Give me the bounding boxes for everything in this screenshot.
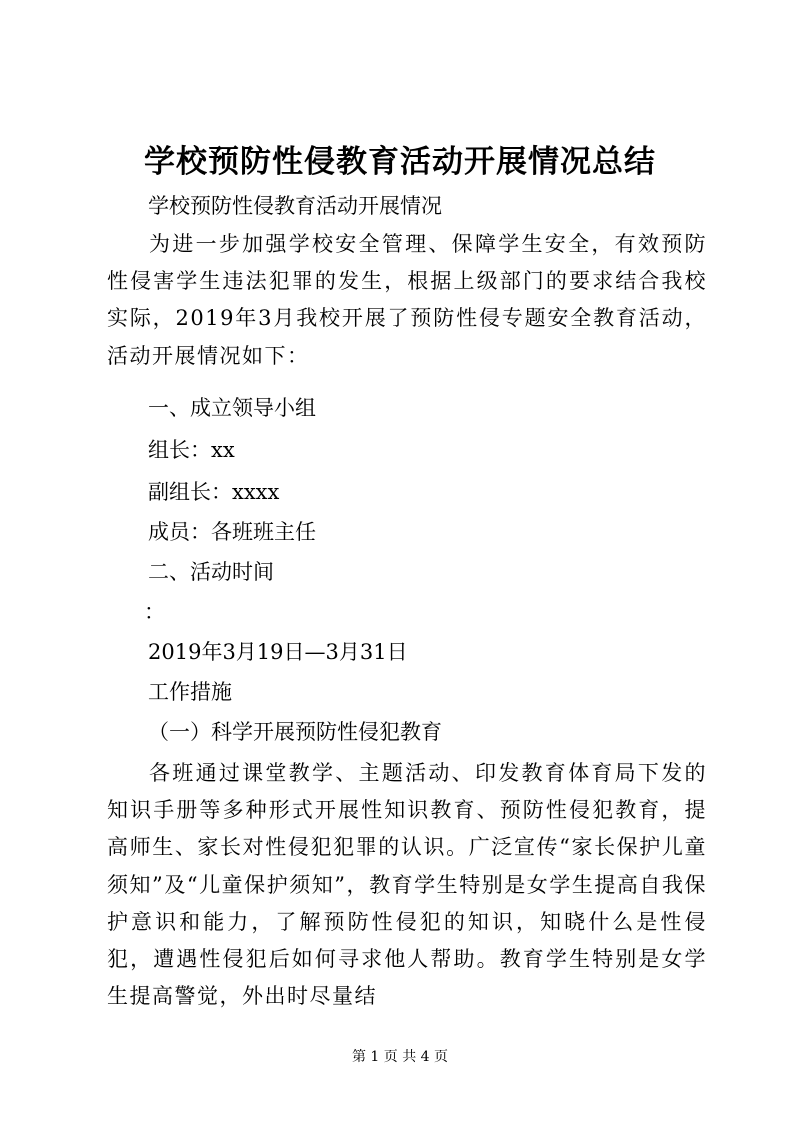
- intro-paragraph: 为进一步加强学校安全管理、保障学生安全，有效预防性侵害学生违法犯罪的发生，根据上级部门的要求结合我校实际，2019年3月我校开展了预防性侵专题安全教育活动，活动开展情况如下：: [107, 232, 707, 368]
- subtitle: 学校预防性侵教育活动开展情况: [148, 194, 442, 218]
- section2-heading: 二、活动时间: [148, 560, 274, 584]
- body-paragraph: 各班通过课堂教学、主题活动、印发教育体育局下发的知识手册等多种形式开展性知识教育、预防性侵犯教育，提高师生、家长对性侵犯犯罪的认识。广泛宣传“家长保护儿童须知”及“儿童保护须知”，教育学生特别是女学生提高自我保护意识和能力，了解预防性侵犯的知识，知晓什么是性侵犯，遭遇性侵犯后如何寻求他人帮助。教育学生特别是女学生提高警觉，外出时尽量结: [107, 761, 707, 1009]
- activity-dates: 2019年3月19日—3月31日: [148, 640, 408, 664]
- document-title: 学校预防性侵教育活动开展情况总结: [144, 144, 656, 180]
- measures-heading: 工作措施: [148, 680, 232, 704]
- leader-line: 组长：xx: [148, 438, 235, 462]
- page-indicator: 第 1 页 共 4 页: [351, 1049, 449, 1065]
- members-line: 成员：各班班主任: [148, 520, 316, 544]
- section1-heading: 一、成立领导小组: [148, 396, 316, 420]
- colon-line: ：: [144, 600, 165, 624]
- deputy-leader-line: 副组长：xxxx: [148, 480, 280, 504]
- subsection1-heading: （一）科学开展预防性侵犯教育: [148, 720, 442, 744]
